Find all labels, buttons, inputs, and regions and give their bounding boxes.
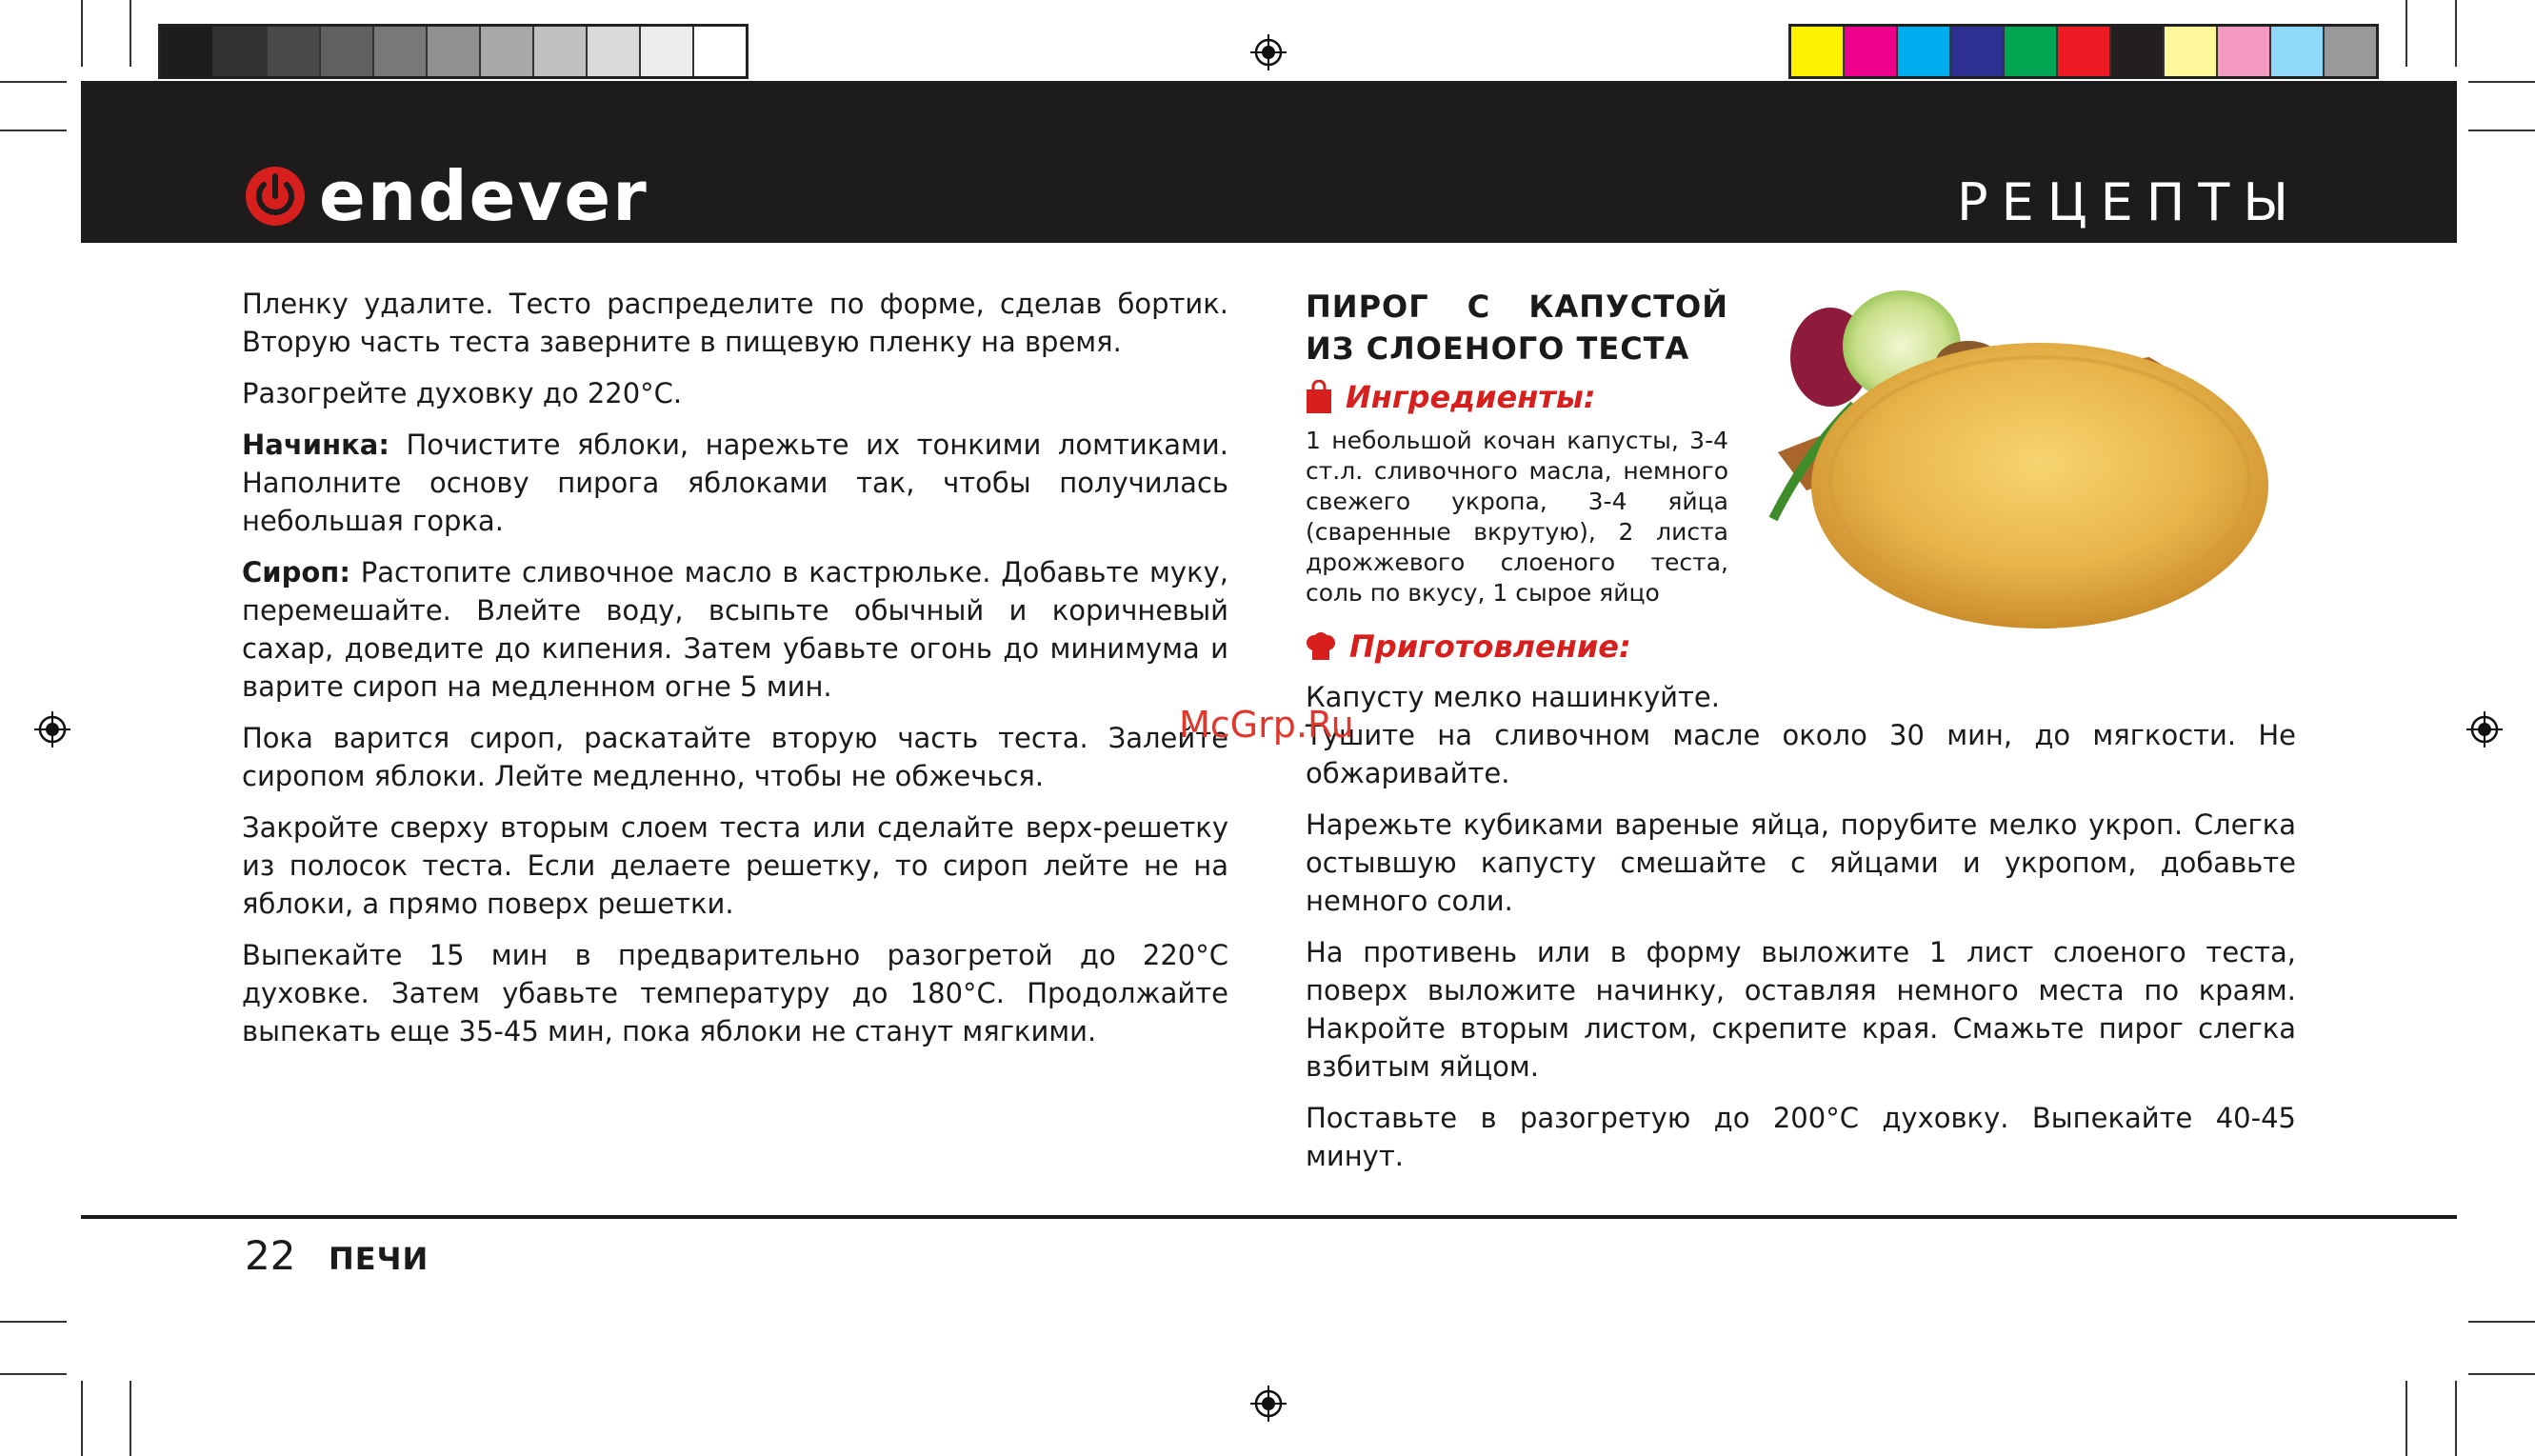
crop-mark	[2405, 1381, 2407, 1456]
paragraph: Пленку удалите. Тесто распределите по форме, сделав бортик. Вторую часть теста заверните в пищевую пленку на время.	[242, 288, 1228, 358]
watermark: McGrp.Ru	[1179, 704, 1354, 746]
page-number: 22	[245, 1232, 296, 1279]
crop-mark	[0, 81, 67, 83]
registration-mark-icon	[1250, 1386, 1287, 1422]
filling-label: Начинка:	[242, 429, 389, 461]
gray-swatch	[268, 27, 321, 76]
gray-swatch	[161, 27, 214, 76]
paragraph: На противень или в форму выложите 1 лист слоеного теста, поверх выложите начинку, оставляя немного места по краям. Накройте вторым листом, скрепите края. Смажьте пирог слегка взбитым яйцом.	[1306, 936, 2296, 1083]
ingredients-heading-text: Ингредиенты:	[1346, 379, 1596, 415]
paragraph: Пока варится сироп, раскатайте вторую часть теста. Залейте сиропом яблоки. Лейте медленно, чтобы не обжечься.	[242, 722, 1228, 792]
paragraph: Поставьте в разогретую до 200°С духовку. Выпекайте 40-45 минут.	[1306, 1102, 2296, 1172]
color-swatch	[2005, 27, 2058, 76]
color-swatch	[2111, 27, 2165, 76]
color-swatch	[1791, 27, 1845, 76]
preparation-text	[1306, 716, 2296, 1188]
crop-mark	[2468, 1321, 2535, 1323]
gray-swatch	[428, 27, 481, 76]
color-calibration-bar	[1788, 24, 2379, 79]
crop-mark	[2405, 0, 2407, 67]
power-icon	[243, 164, 308, 229]
section-title: РЕЦЕПТЫ	[1957, 172, 2302, 232]
registration-mark-icon	[1250, 34, 1287, 70]
crop-mark	[0, 1373, 67, 1375]
syrup-label: Сироп:	[242, 556, 350, 588]
gray-swatch	[321, 27, 374, 76]
crop-mark	[2468, 130, 2535, 131]
filling-text: Почистите яблоки, нарежьте их тонкими ломтиками. Наполните основу пирога яблоками так, чтобы получилась небольшая горка.	[242, 429, 1228, 537]
gray-swatch	[481, 27, 534, 76]
preparation-heading-text: Приготовление:	[1349, 628, 1631, 665]
preparation-heading	[1306, 628, 1631, 665]
brand-logo	[243, 156, 649, 236]
crop-mark	[2455, 1381, 2457, 1456]
brand-wordmark: endever	[319, 156, 649, 236]
pie-photo	[1749, 243, 2296, 666]
grayscale-calibration-bar	[158, 24, 749, 79]
color-swatch	[1898, 27, 1951, 76]
crop-mark	[130, 0, 131, 67]
crop-mark	[0, 1321, 67, 1323]
left-column-text	[242, 285, 1228, 1064]
color-swatch	[2058, 27, 2111, 76]
gray-swatch	[534, 27, 588, 76]
syrup-text: Растопите сливочное масло в кастрюльке. Добавьте муку, перемешайте. Влейте воду, всыпьте обычный и коричневый сахар, доведите до кипения. Затем убавьте огонь до минимума и варите сироп на медленном огне 5 мин.	[242, 556, 1228, 703]
recipe-title: ПИРОГ С КАПУСТОЙ ИЗ СЛОЕНОГО ТЕСТА	[1306, 289, 1728, 367]
crop-mark	[2455, 0, 2457, 67]
paragraph	[242, 553, 1228, 706]
color-swatch	[1951, 27, 2005, 76]
paragraph: Закройте сверху вторым слоем теста или сделайте верх-решетку из полосок теста. Если делаете решетку, то сироп лейте не на яблоки, а прямо поверх решетки.	[242, 811, 1228, 920]
crop-mark	[2468, 81, 2535, 83]
gray-swatch	[214, 27, 268, 76]
ingredients-heading	[1306, 379, 1596, 415]
paragraph: Разогрейте духовку до 220°С.	[242, 377, 683, 409]
color-swatch	[2271, 27, 2325, 76]
gray-swatch	[694, 27, 746, 76]
gray-swatch	[588, 27, 641, 76]
color-swatch	[2325, 27, 2376, 76]
crop-mark	[130, 1381, 131, 1456]
registration-mark-icon	[34, 711, 70, 748]
paragraph: Нарежьте кубиками вареные яйца, порубите мелко укроп. Слегка остывшую капусту смешайте с яйцами и укропом, добавьте немного соли.	[1306, 808, 2296, 917]
gray-swatch	[374, 27, 428, 76]
crop-mark	[81, 1381, 83, 1456]
crop-mark	[2468, 1373, 2535, 1375]
paragraph	[242, 426, 1228, 540]
crop-mark	[0, 130, 67, 131]
paragraph: Тушите на сливочном масле около 30 мин, до мягкости. Не обжаривайте.	[1306, 719, 2296, 789]
gray-swatch	[641, 27, 694, 76]
color-swatch	[1845, 27, 1898, 76]
footer-section-label: ПЕЧИ	[329, 1241, 429, 1277]
registration-mark-icon	[2466, 711, 2503, 748]
shopping-bag-icon	[1306, 380, 1332, 414]
color-swatch	[2165, 27, 2218, 76]
ingredients-text: 1 небольшой кочан капусты, 3-4 ст.л. сливочного масла, немного свежего укропа, 3-4 яйца (сваренные вкрутую), 2 листа дрожжевого слоеного теста, соль по вкусу, 1 сырое яйцо	[1306, 427, 1728, 607]
crop-mark	[81, 0, 83, 67]
cabbage-pie-illustration	[1749, 243, 2296, 666]
footer-divider	[81, 1215, 2457, 1219]
chef-hat-icon	[1306, 632, 1336, 661]
color-swatch	[2218, 27, 2271, 76]
preparation-first-line: Капусту мелко нашинкуйте.	[1306, 681, 1720, 713]
paragraph: Выпекайте 15 мин в предварительно разогретой до 220°С духовке. Затем убавьте температуру до 180°С. Продолжайте выпекать еще 35-45 мин, пока яблоки не станут мягкими.	[242, 939, 1228, 1047]
